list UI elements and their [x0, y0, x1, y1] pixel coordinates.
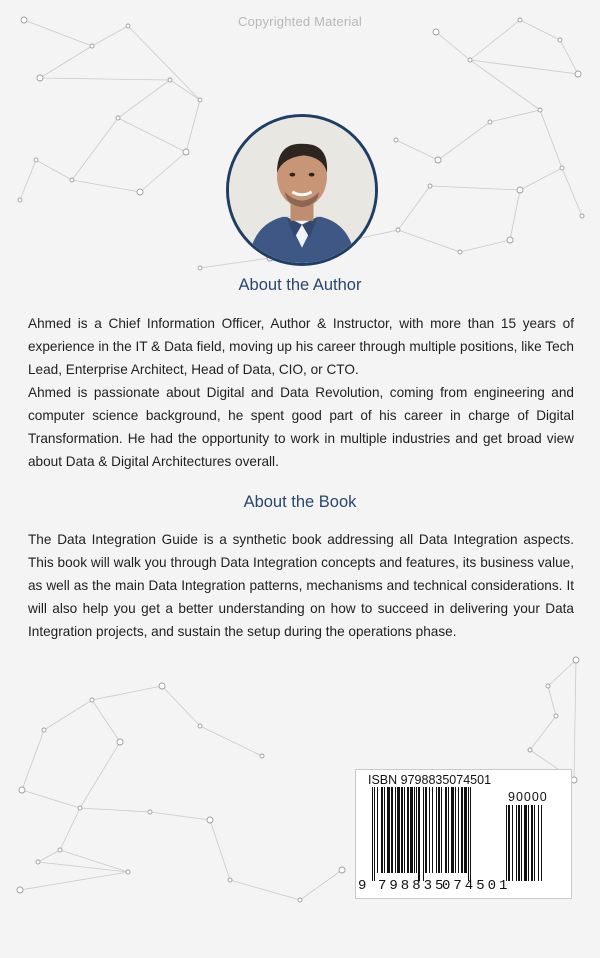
network-node [207, 817, 213, 823]
network-node [17, 887, 23, 893]
barcode-bar [381, 787, 383, 873]
network-link [38, 862, 128, 872]
network-node [117, 739, 123, 745]
barcode-bar [384, 787, 385, 873]
network-link [438, 122, 490, 160]
author-bio-paragraph: Ahmed is a Chief Information Officer, Author & Instructor, with more than 15 years of experience in the IT & Data field, moving up his career through multiple positions, like Tech Lead, Enterprise Architect, Head of Data, CIO, or CTO. [28, 316, 574, 377]
barcode-bar [401, 787, 403, 873]
network-node [126, 870, 130, 874]
network-link [36, 160, 72, 180]
network-link [396, 140, 438, 160]
network-link [510, 190, 520, 240]
network-link [430, 186, 520, 190]
author-bio-paragraph: Ahmed is passionate about Digital and Data Revolution, coming from engineering and computer science background, he spent good part of his career in charge of Digital Transformation. He had the opportunity to work in multiple industries and get broad view about Data & Digital Architectures overall. [28, 385, 574, 469]
barcode-bar [468, 787, 469, 881]
network-node [468, 58, 472, 62]
network-node [168, 78, 172, 82]
author-photo [226, 114, 378, 266]
barcode-bar [391, 787, 393, 873]
barcode-bar [455, 787, 456, 873]
network-link [60, 808, 80, 850]
network-node [507, 237, 513, 243]
network-node [580, 214, 584, 218]
barcode-bar [372, 787, 373, 881]
network-node [339, 867, 345, 873]
network-link [92, 26, 128, 46]
network-link [40, 46, 92, 78]
barcode-bar [429, 787, 430, 873]
barcode-bar [448, 787, 449, 873]
barcode-bar [538, 805, 539, 881]
network-node [260, 754, 264, 758]
network-link [460, 240, 510, 252]
isbn-label: ISBN 9798835074501 [368, 773, 492, 787]
about-book-heading: About the Book [243, 493, 357, 511]
network-link [60, 850, 128, 872]
network-node [528, 748, 532, 752]
barcode-bar [441, 787, 442, 873]
network-link [80, 808, 150, 812]
price-code: 90000 [508, 790, 548, 804]
network-node [37, 75, 43, 81]
network-link [38, 850, 60, 862]
barcode-bars [372, 787, 498, 883]
network-link [520, 168, 562, 190]
network-link [140, 152, 186, 192]
network-link [80, 742, 120, 808]
network-node [435, 157, 441, 163]
barcode-bar [524, 805, 527, 881]
network-link [574, 660, 576, 780]
barcode-bar [470, 787, 471, 881]
network-link [300, 870, 342, 900]
network-node [458, 250, 462, 254]
barcode-bar [414, 787, 415, 873]
network-link [398, 230, 460, 252]
network-node [198, 724, 202, 728]
network-link [398, 186, 430, 230]
network-link [230, 880, 300, 900]
network-node [573, 657, 579, 663]
network-node [558, 38, 562, 42]
network-node [18, 198, 22, 202]
network-node [546, 684, 550, 688]
network-link [200, 726, 262, 756]
network-node [159, 683, 165, 689]
network-link [118, 118, 186, 152]
barcode-bar [438, 787, 440, 873]
network-node [116, 116, 120, 120]
copyright-watermark: Copyrighted Material [238, 14, 362, 29]
barcode-digit-group: 074501 [442, 878, 511, 894]
barcode-bar [418, 787, 420, 881]
network-link [548, 660, 576, 686]
barcode-bar [458, 787, 459, 873]
barcode-bar [451, 787, 454, 873]
barcode-bar [423, 787, 424, 881]
network-link [20, 160, 36, 200]
network-link [92, 686, 162, 700]
network-node [554, 714, 558, 718]
network-link [118, 80, 170, 118]
network-node [538, 108, 542, 112]
barcode-bar [377, 787, 378, 873]
network-node [394, 138, 398, 142]
barcode-bar [534, 805, 535, 881]
network-node [42, 728, 46, 732]
network-node [90, 44, 94, 48]
network-node [517, 187, 523, 193]
barcode-bar [436, 787, 437, 873]
network-link [72, 118, 118, 180]
network-node [19, 787, 25, 793]
barcode-bar [541, 805, 542, 881]
barcode-digit-group: 798835 [378, 878, 447, 894]
network-link [490, 110, 540, 122]
barcode-bar [461, 787, 463, 873]
network-link [562, 168, 582, 216]
book-description-paragraph: The Data Integration Guide is a synthetic book addressing all Data Integration aspects. This book will walk you through Data Integration concepts and features, its business value, as well as the main Data Integration patterns, mechanisms and technical considerations. It will also help you get a better understanding on how to succeed in delivering your Data Integration projects, and sustain the setup during the operations phase. [28, 532, 574, 639]
barcode-bar [407, 787, 409, 873]
network-link [200, 258, 270, 268]
barcode-bar [416, 787, 417, 873]
network-link [162, 686, 200, 726]
network-node [58, 848, 62, 852]
network-node [34, 158, 38, 162]
network-node [560, 166, 564, 170]
network-link [436, 32, 470, 60]
network-link [92, 700, 120, 742]
network-link [20, 872, 128, 890]
network-link [548, 686, 556, 716]
barcode-digits [358, 878, 558, 958]
network-link [44, 700, 92, 730]
barcode-bar [506, 805, 507, 881]
network-link [170, 80, 200, 100]
network-link [72, 180, 140, 192]
network-link [128, 26, 200, 100]
network-link [560, 40, 578, 74]
about-author-heading: About the Author [238, 276, 362, 294]
barcode-bar [410, 787, 413, 873]
network-node [198, 98, 202, 102]
barcode-bar [374, 787, 375, 881]
barcode-bar [518, 805, 520, 881]
network-node [488, 120, 492, 124]
network-link [40, 78, 170, 80]
network-node [90, 698, 94, 702]
network-link [186, 100, 200, 152]
network-link [150, 812, 210, 820]
network-node [78, 806, 82, 810]
network-node [396, 228, 400, 232]
network-link [540, 110, 562, 168]
barcode-bar [464, 787, 467, 873]
network-node [36, 860, 40, 864]
barcode-bar [397, 787, 400, 873]
network-node [70, 178, 74, 182]
barcode-bar [528, 805, 529, 881]
barcode-bar [445, 787, 447, 873]
network-node [148, 810, 152, 814]
network-link [22, 790, 80, 808]
network-node [183, 149, 189, 155]
network-link [530, 716, 556, 750]
barcode-digit-prefix: 9 [358, 878, 367, 894]
barcode-bar [521, 805, 522, 881]
barcode-bar [425, 787, 427, 873]
network-node [428, 184, 432, 188]
network-node [575, 71, 581, 77]
barcode-bar [508, 805, 510, 881]
barcode-bar [404, 787, 405, 873]
network-node [298, 898, 302, 902]
barcode-bar [512, 805, 513, 881]
network-link [210, 820, 230, 880]
price-barcode-bars [506, 805, 558, 883]
barcode-bar [516, 805, 517, 881]
barcode-bar [387, 787, 390, 873]
barcode-bar [432, 787, 433, 873]
barcode-bar [531, 805, 533, 881]
isbn-barcode [355, 769, 572, 899]
network-link [22, 730, 44, 790]
network-node [198, 266, 202, 270]
barcode-bar [395, 787, 396, 873]
network-node [433, 29, 439, 35]
network-node [228, 878, 232, 882]
network-node [137, 189, 143, 195]
